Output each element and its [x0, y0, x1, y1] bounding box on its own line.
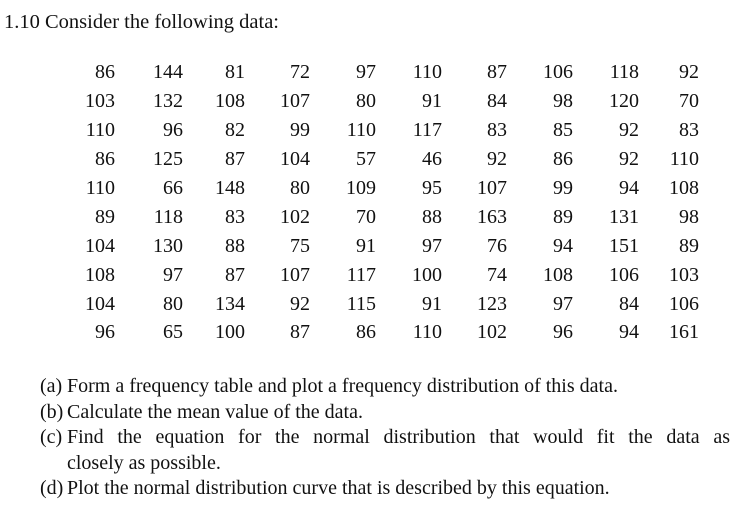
question-c — [40, 425, 730, 476]
table-cell: 88 — [422, 205, 442, 228]
table-cell: 104 — [85, 234, 115, 257]
table-cell: 80 — [290, 177, 310, 199]
question-list — [40, 374, 730, 502]
table-cell: 132 — [153, 90, 183, 113]
table-cell: 97 — [422, 234, 442, 257]
table-cell: 83 — [225, 205, 245, 228]
table-cell: 104 — [85, 292, 115, 315]
table-cell: 95 — [422, 177, 442, 199]
table-cell: 94 — [619, 177, 639, 199]
table-cell: 86 — [356, 321, 376, 344]
table-cell: 108 — [543, 263, 573, 286]
table-cell: 98 — [553, 90, 573, 113]
table-cell: 86 — [95, 148, 115, 171]
table-row — [60, 260, 699, 289]
table-cell: 110 — [85, 177, 115, 199]
table-cell: 107 — [477, 177, 507, 199]
data-table — [60, 58, 699, 347]
table-cell: 97 — [356, 61, 376, 84]
table-cell: 92 — [290, 292, 310, 315]
table-cell: 86 — [95, 61, 115, 84]
question-label: (b) — [40, 400, 64, 423]
table-cell: 84 — [619, 292, 639, 315]
question-line: Plot the normal distribution curve that is described by this equation. — [67, 477, 610, 499]
table-cell: 110 — [85, 119, 115, 142]
table-cell: 99 — [553, 177, 573, 199]
table-cell: 87 — [225, 148, 245, 171]
table-cell: 94 — [553, 234, 573, 257]
table-cell: 110 — [669, 148, 699, 171]
table-row — [60, 289, 699, 318]
table-cell: 115 — [346, 292, 376, 315]
table-cell: 76 — [487, 234, 507, 257]
table-cell: 74 — [487, 263, 507, 286]
table-cell: 151 — [609, 234, 639, 257]
question-line: Calculate the mean value of the data. — [67, 400, 363, 423]
table-cell: 109 — [346, 177, 376, 199]
question-text — [67, 374, 730, 400]
table-cell: 86 — [553, 148, 573, 171]
table-cell: 96 — [163, 119, 183, 142]
table-cell: 97 — [553, 292, 573, 315]
question-text — [67, 425, 730, 476]
table-cell: 72 — [290, 61, 310, 84]
table-cell: 123 — [477, 292, 507, 315]
question-text — [67, 476, 730, 502]
table-cell: 66 — [163, 177, 183, 199]
table-row — [60, 174, 699, 203]
table-cell: 81 — [225, 61, 245, 84]
table-cell: 46 — [422, 148, 442, 171]
table-cell: 87 — [290, 321, 310, 344]
table-cell: 83 — [679, 119, 699, 142]
table-cell: 102 — [477, 321, 507, 344]
table-cell: 94 — [619, 321, 639, 344]
question-text — [67, 400, 730, 426]
table-cell: 131 — [609, 205, 639, 228]
table-cell: 120 — [609, 90, 639, 113]
table-cell: 87 — [225, 263, 245, 286]
table-cell: 100 — [215, 321, 245, 344]
table-cell: 92 — [487, 148, 507, 171]
table-cell: 97 — [163, 263, 183, 286]
table-row — [60, 116, 699, 145]
table-cell: 110 — [412, 321, 442, 344]
table-cell: 88 — [225, 234, 245, 257]
table-cell: 106 — [543, 61, 573, 84]
table-cell: 108 — [85, 263, 115, 286]
question-line: closely as possible. — [67, 451, 221, 474]
table-cell: 161 — [669, 321, 699, 344]
table-cell: 92 — [619, 119, 639, 142]
table-cell: 110 — [412, 61, 442, 84]
table-cell: 70 — [679, 90, 699, 113]
question-a — [40, 374, 730, 400]
table-cell: 107 — [280, 263, 310, 286]
table-cell: 117 — [346, 263, 376, 286]
table-cell: 163 — [477, 205, 507, 228]
question-label: (a) — [40, 375, 63, 397]
table-cell: 91 — [422, 90, 442, 113]
table-cell: 96 — [95, 321, 115, 344]
table-cell: 91 — [422, 292, 442, 315]
table-cell: 100 — [412, 263, 442, 286]
table-cell: 89 — [553, 205, 573, 228]
table-row — [60, 318, 699, 347]
table-row — [60, 202, 699, 231]
question-label: (c) — [40, 426, 63, 448]
table-cell: 110 — [346, 119, 376, 142]
table-row — [60, 87, 699, 116]
table-cell: 57 — [356, 148, 376, 171]
table-cell: 103 — [669, 263, 699, 286]
table-cell: 92 — [619, 148, 639, 171]
table-cell: 108 — [669, 177, 699, 199]
table-cell: 89 — [95, 205, 115, 228]
table-cell: 104 — [280, 148, 310, 171]
table-cell: 80 — [356, 90, 376, 113]
question-label: (d) — [40, 477, 64, 499]
table-cell: 83 — [487, 119, 507, 142]
table-cell: 144 — [153, 61, 183, 84]
table-cell: 107 — [280, 90, 310, 113]
table-cell: 117 — [412, 119, 442, 142]
question-d — [40, 476, 730, 502]
problem-heading: 1.10 Consider the following data: — [4, 11, 279, 33]
table-cell: 70 — [356, 205, 376, 228]
table-cell: 125 — [153, 148, 183, 171]
question-line: Form a frequency table and plot a frequency distribution of this data. — [67, 375, 618, 397]
table-cell: 148 — [215, 177, 245, 199]
table-cell: 108 — [215, 90, 245, 113]
table-cell: 103 — [85, 90, 115, 113]
table-cell: 82 — [225, 119, 245, 142]
table-row — [60, 145, 699, 174]
table-cell: 98 — [679, 205, 699, 228]
table-cell: 75 — [290, 234, 310, 257]
table-cell: 106 — [609, 263, 639, 286]
table-cell: 65 — [163, 321, 183, 344]
table-cell: 96 — [553, 321, 573, 344]
table-row — [60, 58, 699, 87]
table-cell: 118 — [153, 205, 183, 228]
table-cell: 80 — [163, 292, 183, 315]
question-line: Find the equation for the normal distribution that would fit the data as — [67, 426, 730, 448]
table-row — [60, 231, 699, 260]
table-cell: 85 — [553, 119, 573, 142]
table-cell: 106 — [669, 292, 699, 315]
table-cell: 87 — [487, 61, 507, 84]
table-cell: 99 — [290, 119, 310, 142]
table-cell: 118 — [609, 61, 639, 84]
table-cell: 89 — [679, 234, 699, 257]
table-cell: 91 — [356, 234, 376, 257]
question-b — [40, 400, 730, 426]
table-cell: 92 — [679, 61, 699, 84]
table-cell: 84 — [487, 90, 507, 113]
table-cell: 134 — [215, 292, 245, 315]
table-cell: 102 — [280, 205, 310, 228]
table-cell: 130 — [153, 234, 183, 257]
